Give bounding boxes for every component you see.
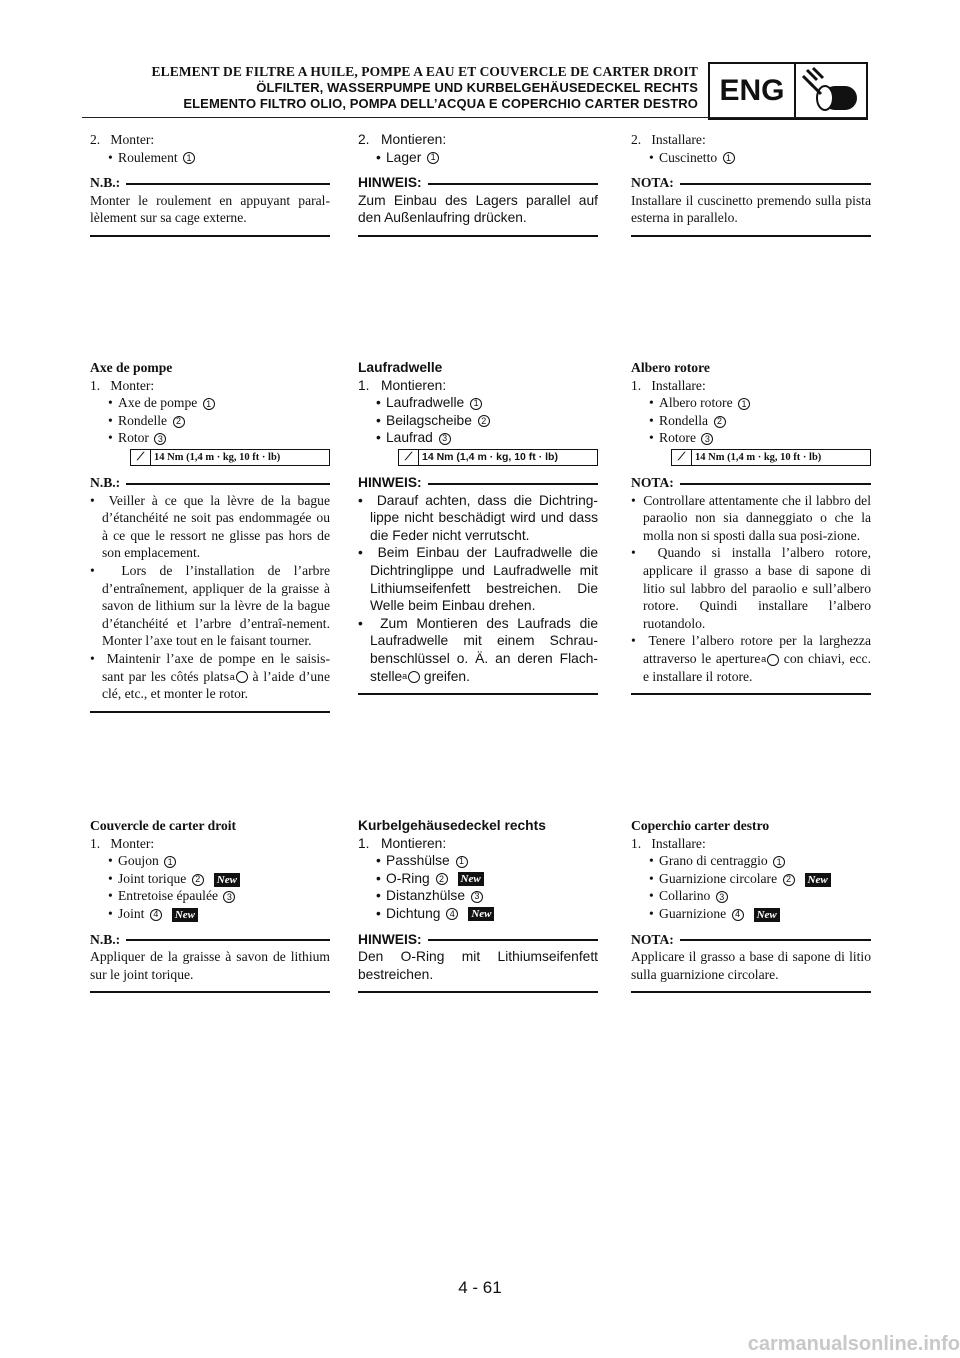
section-badge-label: ENG <box>710 64 796 118</box>
note-heading: HINWEIS: <box>358 931 598 949</box>
step-label: 1. Montieren: <box>358 377 447 393</box>
part-item: • Cuscinetto 1 <box>631 149 871 167</box>
note-bullet: • Beim Einbau der Laufradwelle die Dichtringlippe und Laufradwelle mit Lithiumseifenfett bestreichen. Die Welle beim Einbau drehen. <box>358 545 598 614</box>
fr-cover-section <box>90 817 330 993</box>
page-header <box>100 64 698 112</box>
note-heading: N.B.: <box>90 931 330 949</box>
note-heading: HINWEIS: <box>358 174 598 192</box>
step-label: 1. Monter: <box>90 377 155 393</box>
section-title: Couvercle de carter droit <box>90 818 237 833</box>
it-cover-section <box>631 817 871 993</box>
step-label: 1. Installare: <box>631 835 706 851</box>
part-item: • Rondelle 2 <box>90 412 330 430</box>
note-bullet: • Tenere l’albero rotore per la larghezza attraverso le aperture a con chiavi, ecc. e installare il rotore. <box>631 633 871 684</box>
torque-spec: ⟋ 14 Nm (1,4 m · kg, 10 ft · lb) <box>398 449 598 466</box>
note-heading: N.B.: <box>90 474 330 492</box>
callout-1: 1 <box>183 152 195 164</box>
engine-icon <box>796 64 866 118</box>
note-heading: N.B.: <box>90 174 330 192</box>
note-bullet: • Lors de l’installation de l’arbre d’entraînement, appliquer de la graisse à savon de lithium sur la lèvre de la bague d’étanchéité et l’arbre d’entraî-nement. Monter l’axe tout en le faisant tourner. <box>90 562 331 649</box>
part-item: • Albero rotore 1 <box>631 394 871 412</box>
torque-wrench-icon: ⟋ <box>399 450 419 465</box>
fr-pump-shaft-section <box>90 359 330 713</box>
divider <box>90 711 330 713</box>
part-item: • Guarnizione circolare 2 New <box>631 870 871 888</box>
divider <box>358 991 598 993</box>
divider <box>631 991 871 993</box>
part-item: • Axe de pompe 1 <box>90 394 330 412</box>
new-part-badge: New <box>458 872 484 886</box>
header-title-fr: ELEMENT DE FILTRE A HUILE, POMPE A EAU ET COUVERCLE DE CARTER DROIT <box>151 64 698 79</box>
step-label: 1. Installare: <box>631 377 706 393</box>
note-text: Installare il cuscinetto premendo sulla pista esterna in parallelo. <box>631 192 871 226</box>
torque-wrench-icon: ⟋ <box>131 450 151 465</box>
part-item: • Entretoise épaulée 3 <box>90 887 330 905</box>
divider <box>358 693 598 695</box>
de-impeller-shaft-section <box>358 359 598 695</box>
note-heading: NOTA: <box>631 474 871 492</box>
section-title: Kurbelgehäusedeckel rechts <box>358 818 546 833</box>
note-bullet: • Veiller à ce que la lèvre de la bague d’étanchéité ne soit pas endommagée ou à ce que le ressort ne glisse pas hors de son emplacement. <box>90 492 330 561</box>
part-item: • Rotore 3 <box>631 429 871 447</box>
part-item: • Joint torique 2 New <box>90 870 330 888</box>
note-bullet: • Zum Montieren des Laufrads die Laufradwelle mit einem Schrau-benschlüssel o. Ä. an deren Flach-stelle a greifen. <box>358 615 598 684</box>
section-badge <box>708 62 868 120</box>
torque-spec: ⟋ 14 Nm (1,4 m · kg, 10 ft · lb) <box>130 449 330 466</box>
note-text: Den O-Ring mit Lithiumseifenfett bestreichen. <box>358 949 598 982</box>
step-label: 2. Monter: <box>90 132 155 147</box>
part-item: • Collarino 3 <box>631 887 871 905</box>
step-label: 2. Installare: <box>631 132 706 147</box>
it-rotor-shaft-section <box>631 359 871 695</box>
watermark-footer: carmanualsonline.info <box>747 1333 960 1355</box>
note-bullet: • Darauf achten, dass die Dichtring-lippe nicht beschädigt wird und dass die Feder nicht verrutscht. <box>358 492 599 543</box>
part-item: • Beilagscheibe 2 <box>358 412 598 430</box>
part-item: • Dichtung 4 New <box>358 905 598 923</box>
section-title: Axe de pompe <box>90 360 173 375</box>
new-part-badge: New <box>754 908 780 922</box>
part-item: • O-Ring 2 New <box>358 870 598 888</box>
part-item: • Laufrad 3 <box>358 429 598 447</box>
step-label: 1. Montieren: <box>358 835 447 851</box>
header-title-it: ELEMENTO FILTRO OLIO, POMPA DELL’ACQUA E COPERCHIO CARTER DESTRO <box>183 96 698 111</box>
part-item: • Passhülse 1 <box>358 852 598 870</box>
section-title: Coperchio carter destro <box>631 818 770 833</box>
divider <box>90 235 330 237</box>
note-heading: HINWEIS: <box>358 474 598 492</box>
de-cover-section <box>358 817 598 993</box>
note-text: Appliquer de la graisse à savon de lithium sur le joint torique. <box>90 949 330 982</box>
part-item: • Rondella 2 <box>631 412 871 430</box>
fr-bearing-section <box>90 131 330 237</box>
note-bullet: • Maintenir l’axe de pompe en le saisis-sant par les côtés plats a à l’aide d’une clé, etc., et monter le rotor. <box>90 650 330 702</box>
part-item: • Goujon 1 <box>90 852 330 870</box>
it-bearing-section <box>631 131 871 237</box>
note-heading: NOTA: <box>631 174 871 192</box>
part-item: • Roulement 1 <box>90 149 330 167</box>
part-item: • Joint 4 New <box>90 905 330 923</box>
section-title: Albero rotore <box>631 360 710 375</box>
step-label: 2. Montieren: <box>358 132 447 147</box>
header-divider <box>82 117 868 118</box>
new-part-badge: New <box>468 907 494 921</box>
part-item: • Rotor 3 <box>90 429 330 447</box>
divider <box>90 991 330 993</box>
section-title: Laufradwelle <box>358 360 443 375</box>
note-heading: NOTA: <box>631 931 871 949</box>
note-text: Monter le roulement en appuyant paral-lèlement sur sa cage externe. <box>90 192 330 226</box>
part-item: • Grano di centraggio 1 <box>631 852 871 870</box>
part-item: • Distanzhülse 3 <box>358 887 598 905</box>
note-text: Applicare il grasso a base di sapone di litio sulla guarnizione circolare. <box>631 949 871 982</box>
note-bullet: • Controllare attentamente che il labbro del paraolio non sia danneggiato o che la molla non si sposti dalla sua posi-zione. <box>631 492 871 543</box>
part-item: • Guarnizione 4 New <box>631 905 871 923</box>
torque-spec: ⟋ 14 Nm (1,4 m · kg, 10 ft · lb) <box>671 449 871 466</box>
divider <box>631 235 871 237</box>
step-label: 1. Monter: <box>90 835 155 851</box>
note-text: Zum Einbau des Lagers parallel auf den Außenlaufring drücken. <box>358 192 598 226</box>
divider <box>631 693 871 695</box>
part-item: • Lager 1 <box>358 149 598 167</box>
new-part-badge: New <box>172 908 198 922</box>
note-bullet: • Quando si installa l’albero rotore, applicare il grasso a base di sapone di litio sul labbro del paraolio e sull’albero rotore. Quindi installare l’albero ruotandolo. <box>631 545 871 631</box>
de-bearing-section <box>358 131 598 237</box>
part-item: • Laufradwelle 1 <box>358 394 598 412</box>
new-part-badge: New <box>214 873 240 887</box>
header-title-de: ÖLFILTER, WASSERPUMPE UND KURBELGEHÄUSEDECKEL RECHTS <box>256 80 698 95</box>
torque-wrench-icon: ⟋ <box>672 450 692 465</box>
new-part-badge: New <box>805 873 831 887</box>
divider <box>358 235 598 237</box>
page-number: 4 - 61 <box>458 1278 502 1297</box>
